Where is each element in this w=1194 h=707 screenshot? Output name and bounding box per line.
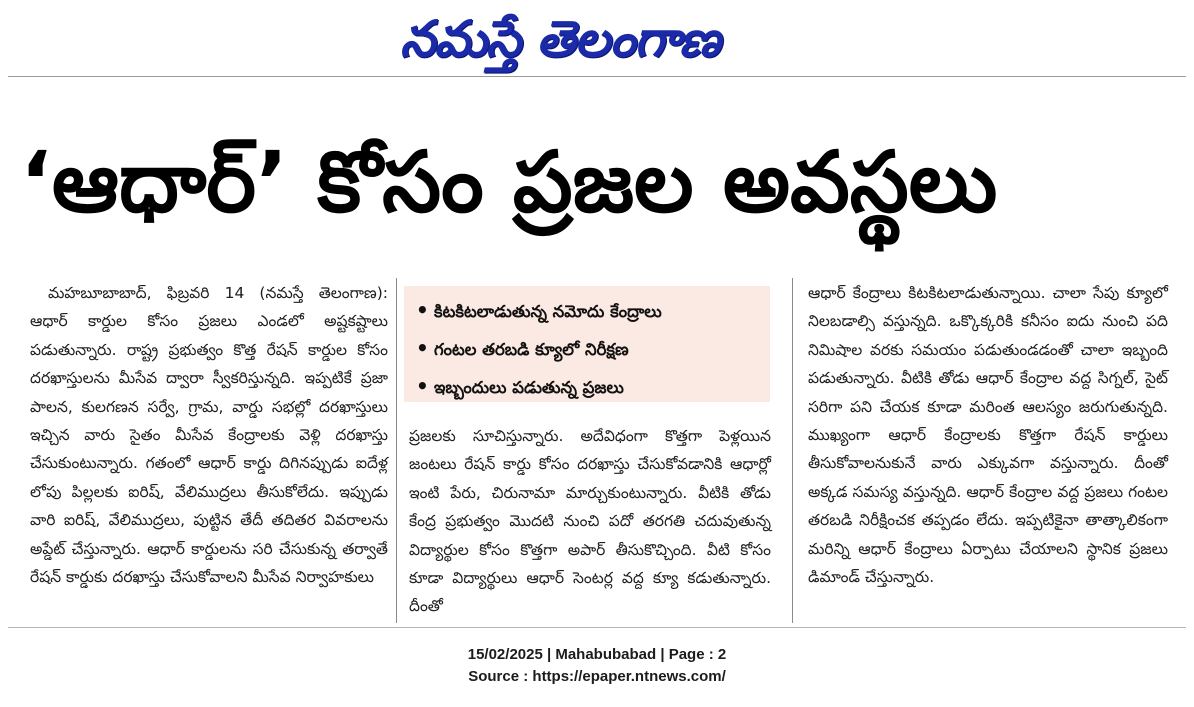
highlight-text: ఇబ్బందులు పడుతున్న ప్రజలు bbox=[434, 378, 624, 397]
article-column-3 bbox=[808, 279, 1168, 591]
article-column-1 bbox=[30, 279, 388, 591]
article-text-col2: ప్రజలకు సూచిస్తున్నారు. అదేవిధంగా కొత్తగా పెళ్లయిన జంటలు రేషన్ కార్డు కోసం దరఖాస్తు చేసుకోవడానికి ఆధార్లో ఇంటి పేరు, చిరునామా మార్చుకుంటున్నారు. వీటికి తోడు కేంద్ర ప్రభుత్వం మొదటి నుంచి పదో తరగతి చదువుతున్న విద్యార్థుల కోసం కొత్తగా అపార్ తీసుకొచ్చింది. వీటి కోసం కూడా విద్యార్థులు ఆధార్ సెంటర్ల వద్ద క్యూ కడుతున్నారు. దీంతో bbox=[409, 427, 771, 616]
highlight-item bbox=[416, 330, 770, 368]
highlight-item bbox=[416, 368, 770, 406]
highlight-item bbox=[416, 292, 770, 330]
highlight-text: గంటల తరబడి క్యూలో నిరీక్షణ bbox=[434, 340, 629, 359]
article-column-2 bbox=[409, 422, 771, 621]
highlight-text: కిటకిటలాడుతున్న నమోదు కేంద్రాలు bbox=[434, 302, 662, 321]
newspaper-masthead: నమస్తే తెలంగాణ bbox=[400, 10, 720, 68]
footer-date-edition: 15/02/2025 | Mahabubabad | Page : 2 bbox=[467, 646, 727, 663]
bullet-icon: • bbox=[416, 374, 429, 398]
article-headline: ‘ఆధార్’ కోసం ప్రజల అవస్థలు bbox=[20, 133, 998, 231]
highlights-box bbox=[404, 286, 770, 402]
column-divider bbox=[792, 278, 793, 623]
footer-source-link[interactable]: Source : https://epaper.ntnews.com/ bbox=[468, 668, 726, 685]
article-text-col3: ఆధార్ కేంద్రాలు కిటకిటలాడుతున్నాయి. చాలా సేపు క్యూలో నిలబడాల్సి వస్తున్నది. ఒక్కొక్కరికి కనీసం ఐదు నుంచి పది నిమిషాల వరకు సమయం పడుతుండడంతో చాలా ఇబ్బంది పడుతున్నారు. వీటికి తోడు ఆధార్ కేంద్రాల వద్ద సిగ్నల్, సైట్ సరిగా పని చేయక కూడా మరింత ఆలస్యం జరుగుతున్నది. ముఖ్యంగా ఆధార్ కేంద్రాలకు కొత్తగా రేషన్ కార్డులు తీసుకోవాలనుకునే వారు ఎక్కువగా వస్తున్నారు. దీంతో అక్కడ సమస్య వస్తున్నది. ఆధార్ కేంద్రాల వద్ద ప్రజలు గంటల తరబడి నిరీక్షించక తప్పడం లేదు. ఇప్పటికైనా తాత్కాలికంగా మరిన్ని ఆధార్ కేంద్రాలు ఏర్పాటు చేయాలని స్థానిక ప్రజలు డిమాండ్ చేస్తున్నారు. bbox=[808, 284, 1168, 587]
footer-divider bbox=[8, 627, 1186, 628]
bullet-icon: • bbox=[416, 298, 429, 322]
article-text-col1: మహబూబాబాద్, ఫిబ్రవరి 14 (నమస్తే తెలంగాణ): ఆధార్ కార్డుల కోసం ప్రజలు ఎండలో అష్టకష్టాలు పడుతున్నారు. రాష్ట్ర ప్రభుత్వం కొత్త రేషన్ కార్డుల కోసం దరఖాస్తులను మీసేవ ద్వారా స్వీకరిస్తున్నది. ఇప్పటికే ప్రజా పాలన, కులగణన సర్వే, గ్రామ, వార్డు సభల్లో దరఖాస్తులు ఇచ్చిన వారు సైతం మీసేవ కేంద్రాలకు వెళ్లి దరఖాస్తు చేసుకుంటున్నారు. గతంలో ఆధార్ కార్డు దిగినప్పుడు ఐదేళ్ల లోపు పిల్లలకు ఐరిష్, వేలిముద్రలు తీసుకోలేదు. ఇప్పుడు వారి ఐరిష్, వేలిముద్రలు, పుట్టిన తేదీ తదితర వివరాలను అప్డేట్ చేస్తున్నారు. ఆధార్ కార్డులను సరి చేసుకున్న తర్వాతే రేషన్ కార్డుకు దరఖాస్తు చేసుకోవాలని మీసేవ నిర్వాహకులు bbox=[30, 284, 388, 587]
bullet-icon: • bbox=[416, 336, 429, 360]
masthead-divider bbox=[8, 76, 1186, 77]
column-divider bbox=[396, 278, 397, 623]
